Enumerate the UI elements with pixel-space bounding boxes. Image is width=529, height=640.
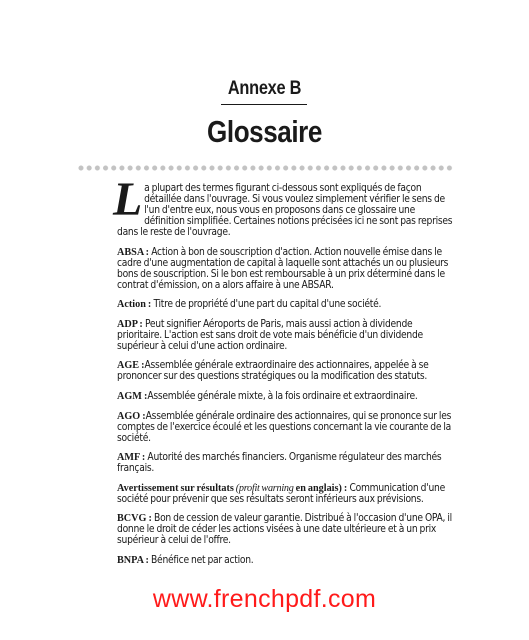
glossary-term-suffix: en anglais) : (293, 482, 348, 494)
glossary-definition: Assemblée générale ordinaire des actionnaires, qui se prononce sur les comptes de l'exercice écoulé et les questions concernant la vie courante de la société. (117, 410, 452, 444)
glossary-term-note: profit warning (238, 482, 294, 494)
glossary-content (113, 173, 455, 575)
watermark-link[interactable]: www.frenchpdf.com (152, 585, 377, 613)
glossary-definition: Action à bon de souscription d'action. Action nouvelle émise dans le cadre d'une augmentation de capital à laquelle sont attachés un ou plusieurs bons de souscription. Si le bon est remboursable à un prix déterminé dans le contrat d'émission, on a alors affaire à une ABSAR. (117, 246, 449, 291)
glossary-term: ADP : (117, 318, 143, 330)
glossary-entry (117, 483, 455, 505)
glossary-term: BNPA : (117, 554, 149, 566)
glossary-term: AGE : (117, 360, 145, 372)
dotted-separator (78, 165, 454, 171)
glossary-entry (117, 513, 455, 546)
glossary-term: Action : (117, 299, 152, 311)
glossary-entry (117, 319, 455, 352)
glossary-term: AGO : (117, 410, 146, 422)
glossary-entry (117, 411, 455, 444)
glossary-definition: Titre de propriété d'une part du capital d'une société. (151, 299, 382, 311)
glossary-entry (117, 247, 455, 291)
glossary-definition: Bénéfice net par action. (148, 554, 254, 566)
page-title: Glossaire (207, 114, 322, 149)
glossary-term: ABSA : (117, 246, 150, 258)
annexe-label: Annexe B (227, 78, 302, 99)
glossary-term: BCVG : (117, 513, 152, 525)
intro-paragraph (113, 173, 455, 238)
glossary-definition: Bon de cession de valeur garantie. Distribué à l'occasion d'une OPA, il donne le droit de céder les actions visées à une date ultérieure et à un prix supérieur à celui de l'offre. (117, 513, 452, 547)
annexe-underline (221, 104, 307, 105)
glossary-entry (117, 391, 455, 402)
glossary-definition: Autorité des marchés financiers. Organisme régulateur des marchés français. (117, 452, 442, 475)
glossary-term: AMF : (117, 452, 146, 464)
glossary-definition: Assemblée générale extraordinaire des actionnaires, appelée à se prononcer sur des questions stratégiques ou la modification des statuts. (117, 360, 429, 383)
intro-text: a plupart des termes figurant ci-dessous sont expliqués de façon détaillée dans l'ouvrage. Si vous voulez simplement vérifier le sens de l'un d'entre eux, nous vous en proposons dans ce glossaire une définition simplifiée. Certaines notions précisées ici ne sont pas reprises dans le reste de l'ouvrage. (117, 183, 453, 238)
glossary-entry (117, 360, 455, 382)
drop-cap: L (113, 173, 143, 226)
glossary-term-paren-open: ( (233, 482, 239, 494)
glossary-term: Avertissement sur résultats (117, 482, 234, 494)
glossary-definition: Communication d'une société pour prévenir que ses résultats seront inférieurs aux prévisions. (117, 482, 445, 505)
glossary-entry (117, 299, 455, 310)
glossary-entry (117, 555, 455, 566)
glossary-term: AGM : (117, 390, 148, 402)
glossary-definition: Assemblée générale mixte, à la fois ordinaire et extraordinaire. (147, 390, 418, 402)
glossary-definition: Peut signifier Aéroports de Paris, mais aussi action à dividende prioritaire. L'action est sans droit de vote mais bénéficie d'un dividende supérieur à celui d'une action ordinaire. (117, 318, 423, 352)
glossary-entry (117, 452, 455, 474)
